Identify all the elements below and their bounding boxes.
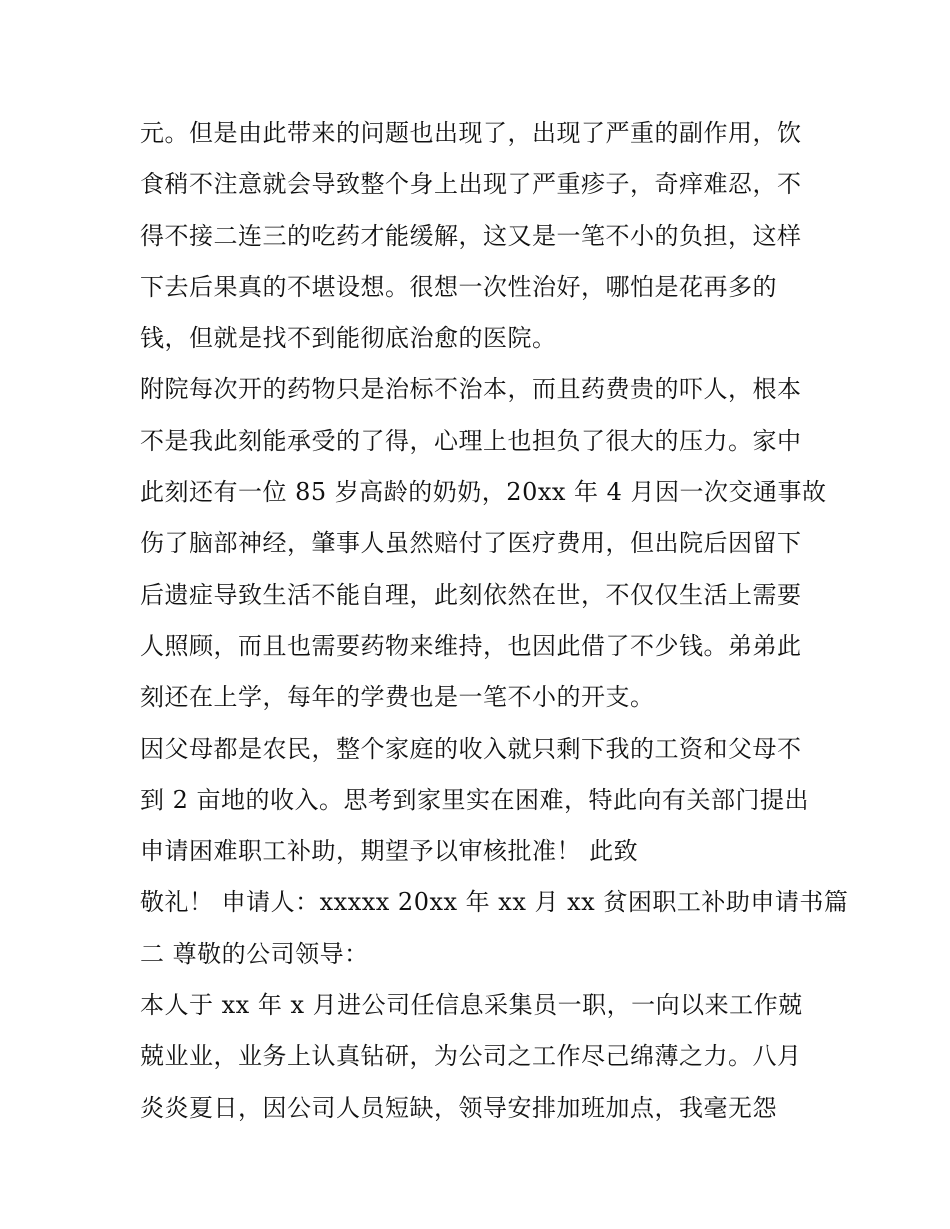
text-line: 炎炎夏日，因公司人员短缺，领导安排加班加点，我毫无怨: [140, 1093, 777, 1122]
text-line: 食稍不注意就会导致整个身上出现了严重疹子，奇痒难忍，不: [140, 170, 802, 199]
text-line: 刻还在上学，每年的学费也是一笔不小的开支。: [140, 683, 655, 712]
text-line: 后遗症导致生活不能自理，此刻依然在世，不仅仅生活上需要: [140, 580, 802, 609]
text-line: 钱，但就是找不到能彻底治愈的医院。: [140, 324, 557, 353]
text-line: 伤了脑部神经，肇事人虽然赔付了医疗费用，但出院后因留下: [140, 529, 802, 558]
text-line: 敬礼！ 申请人：xxxxx 20xx 年 xx 月 xx 贫困职工补助申请书篇: [140, 888, 849, 917]
text-line: 因父母都是农民，整个家庭的收入就只剩下我的工资和父母不: [140, 734, 802, 763]
text-line: 此刻还有一位 85 岁高龄的奶奶，20xx 年 4 月因一次交通事故: [140, 478, 827, 507]
text-line: 本人于 xx 年 x 月进公司任信息采集员一职，一向以来工作兢: [140, 991, 803, 1020]
text-line: 不是我此刻能承受的了得，心理上也担负了很大的压力。家中: [140, 426, 802, 455]
text-line: 兢业业，业务上认真钻研，为公司之工作尽己绵薄之力。八月: [140, 1042, 802, 1071]
text-line: 得不接二连三的吃药才能缓解，这又是一笔不小的负担，这样: [140, 221, 802, 250]
text-line: 到 2 亩地的收入。思考到家里实在困难，特此向有关部门提出: [140, 785, 810, 814]
text-line: 人照顾，而且也需要药物来维持，也因此借了不少钱。弟弟此: [140, 631, 802, 660]
text-line: 二 尊敬的公司领导：: [140, 939, 369, 968]
text-line: 下去后果真的不堪设想。很想一次性治好，哪怕是花再多的: [140, 272, 777, 301]
document-body: [140, 108, 849, 1134]
text-line: 附院每次开的药物只是治标不治本，而且药费贵的吓人，根本: [140, 375, 802, 404]
text-line: 元。但是由此带来的问题也出现了，出现了严重的副作用，饮: [140, 119, 802, 147]
text-line: 申请困难职工补助，期望予以审核批准！ 此致: [140, 837, 639, 866]
